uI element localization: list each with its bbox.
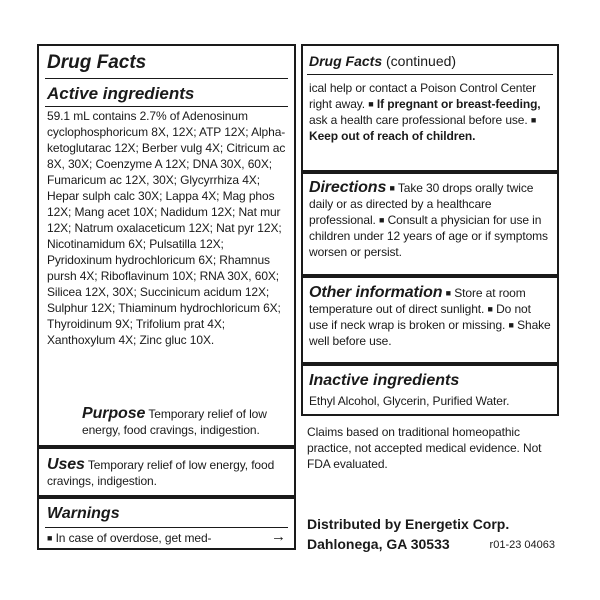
uses-text: Temporary relief of low energy, food cravings, indigestion.: [47, 458, 275, 488]
claims-text: Claims based on traditional homeopathic practice, not accepted medical evidence. Not FDA evaluated.: [307, 425, 542, 471]
bullet-icon: ■: [389, 183, 395, 193]
continued-bold-1: If pregnant or breast-feeding,: [376, 97, 541, 111]
directions-block: [309, 180, 553, 260]
active-ingredients-text: 59.1 mL contains 2.7% of Adenosinum cyclophosphoricum 8X, 12X; ATP 12X; Alpha-ketoglutarac 12X; Berber vulg 4X; Citricum ac 8X, 30X; Coenzyme A 12X; DNA 30X, 60X; Fumaricum ac 12X, 30X; Glycyrrhiza 4X; Hepar sulph calc 30X; Lappa 4X; Mag phos 12X; Mang acet 10X; Nadidum 12X; Nat mur 12X; Natrum oxalaceticum 12X; Nat pyr 12X; Nicotinamidum 6X; Pulsatilla 12X; Pyridoxinum hydrochloricum 6X; Rhamnus pursh 4X; Riboflavinum 10X; RNA 30X, 60X; Silicea 12X, 30X; Succinicum acidum 12X; Sulphur 12X; Thiaminum hydrochloricum 6X; Thyroidinum 9X; Trifolium prat 4X; Xanthoxylum 4X; Zinc gluc 10X.: [47, 109, 286, 347]
bullet-icon: ■: [368, 99, 374, 109]
active-heading-rule: [45, 106, 288, 107]
directions-box: [301, 172, 559, 276]
inactive-ingredients-heading: Inactive ingredients: [309, 372, 460, 389]
other-information-text-2: Do not use if neck wrap is broken or missing.: [309, 302, 531, 332]
warnings-line: [47, 530, 211, 546]
uses-heading: Uses: [47, 456, 85, 473]
purpose-block: [82, 406, 290, 438]
lot-code: r01-23 04063: [489, 539, 555, 551]
active-ingredients-box: [37, 44, 296, 447]
other-information-text-3: Shake well before use.: [309, 318, 551, 348]
title-rule: [45, 78, 288, 79]
bullet-icon: ■: [47, 533, 53, 543]
directions-text-1: Take 30 drops orally twice daily or as directed by a healthcare professional.: [309, 181, 534, 227]
uses-block: [47, 457, 288, 489]
bullet-icon: ■: [487, 304, 493, 314]
distributor-line-2: Dahlonega, GA 30533: [307, 536, 450, 552]
continued-title-suffix: (continued): [386, 53, 457, 69]
other-information-text-1: Store at room temperature out of direct sunlight.: [309, 286, 526, 316]
continued-text-block: [309, 80, 553, 144]
continued-title: [309, 53, 456, 69]
warnings-heading: Warnings: [47, 505, 120, 522]
warnings-box: [37, 497, 296, 550]
warnings-text: In case of overdose, get med-: [55, 531, 212, 545]
continued-text-1: ical help or contact a Poison Control Center right away.: [309, 81, 537, 111]
bullet-icon: ■: [508, 320, 514, 330]
continued-box: [301, 44, 559, 172]
purpose-text: Temporary relief of low energy, food cravings, indigestion.: [82, 407, 267, 437]
bullet-icon: ■: [445, 288, 451, 298]
inactive-ingredients-box: [301, 364, 559, 416]
other-information-block: [309, 285, 553, 349]
purpose-heading: Purpose: [82, 405, 146, 422]
continued-text-2: ask a health care professional before use.: [309, 113, 528, 127]
directions-text-2: Consult a physician for use in children under 12 years of age or if symptoms worsen or persist.: [309, 213, 548, 259]
inactive-ingredients-text: Ethyl Alcohol, Glycerin, Purified Water.: [309, 394, 510, 408]
other-information-heading: Other information: [309, 284, 443, 301]
directions-heading: Directions: [309, 179, 387, 196]
continued-bold-2: Keep out of reach of children.: [309, 129, 476, 143]
distributor-line-1: Distributed by Energetix Corp.: [307, 516, 510, 532]
other-information-box: [301, 276, 559, 364]
continued-arrow-icon: →: [271, 528, 286, 545]
active-ingredients-heading: Active ingredients: [47, 84, 195, 103]
continued-title-main: Drug Facts: [309, 53, 383, 69]
drug-facts-title: Drug Facts: [47, 52, 147, 73]
bullet-icon: ■: [530, 115, 537, 125]
continued-rule: [307, 74, 553, 75]
warnings-rule: [45, 527, 288, 528]
bullet-icon: ■: [378, 215, 385, 225]
uses-box: [37, 447, 296, 497]
